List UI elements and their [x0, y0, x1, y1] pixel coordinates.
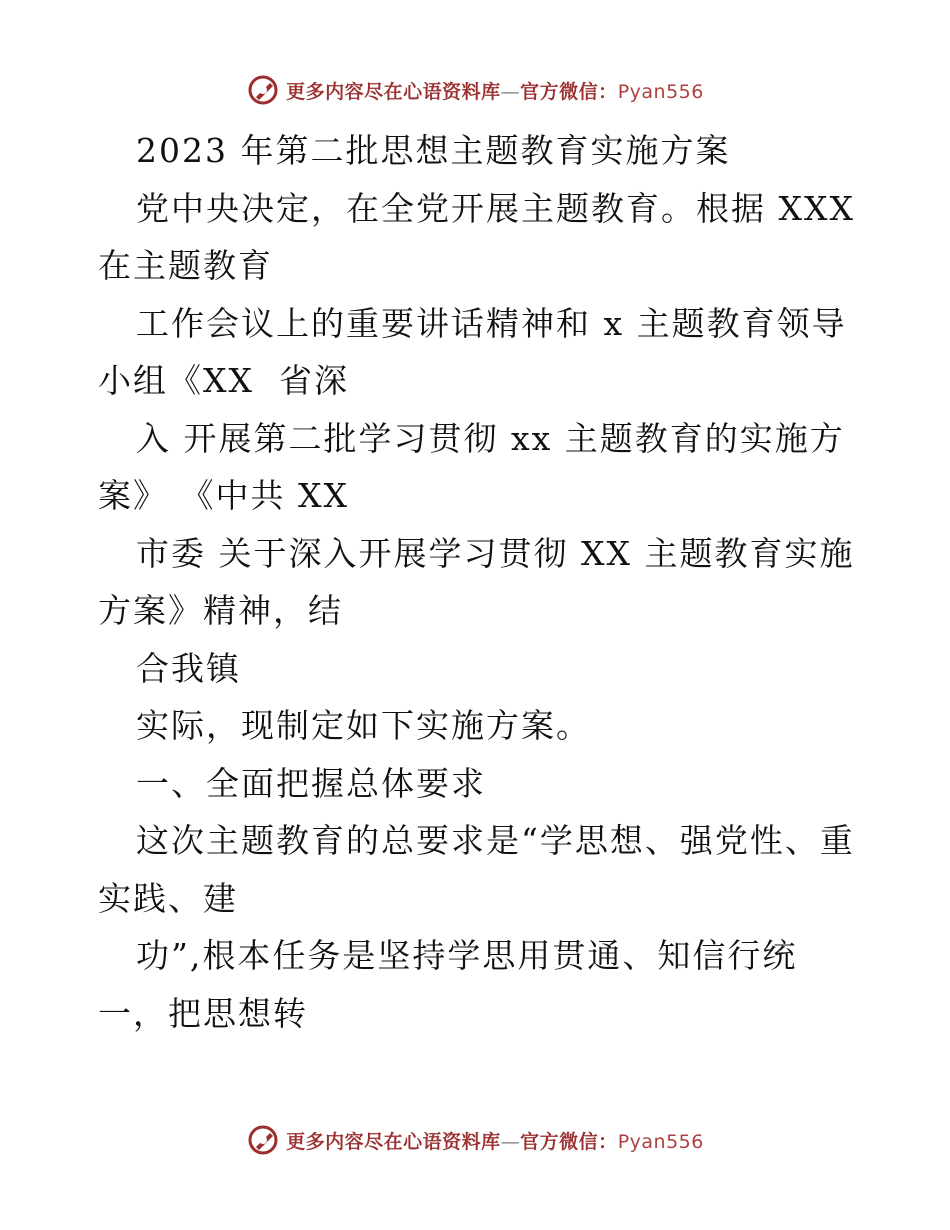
section-heading: 一、全面把握总体要求 — [136, 763, 486, 803]
footer-watermark — [0, 1122, 950, 1158]
paragraph-line: 入 开展第二批学习贯彻 xx 主题教育的实施方 — [136, 418, 845, 458]
paragraph-line: 一，把思想转 — [98, 993, 308, 1033]
paragraph-line: 功”,根本任务是坚持学思用贯通、知信行统 — [136, 936, 798, 975]
paragraph-line: 案》 《中共 XX — [98, 476, 349, 515]
watermark-label: 更多内容尽在心语资料库—官方微信：Pyan556 — [286, 80, 704, 103]
paragraph-line: 市委 关于深入开展学习贯彻 XX 主题教育实施 — [136, 533, 855, 573]
watermark-label: 更多内容尽在心语资料库—官方微信：Pyan556 — [286, 1130, 704, 1153]
paragraph-line: 方案》精神，结 — [98, 591, 343, 630]
paragraph-line: 在主题教育 — [98, 246, 273, 285]
paragraph-line: 工作会议上的重要讲话精神和 x 主题教育领导 — [136, 303, 847, 343]
paragraph-line: 这次主题教育的总要求是“学思想、强党性、重 — [136, 821, 855, 860]
paragraph-line: 合我镇 — [136, 648, 241, 688]
document-body — [98, 122, 858, 1042]
paragraph-line: 实践、建 — [98, 878, 238, 918]
document-title: 2023 年第二批思想主题教育实施方案 — [136, 131, 731, 170]
paragraph-line: 党中央决定，在全党开展主题教育。根据 XXX — [136, 188, 855, 228]
pen-logo-icon — [246, 1123, 280, 1157]
paragraph-line: 实际，现制定如下实施方案。 — [136, 706, 591, 745]
header-watermark — [0, 72, 950, 108]
paragraph-line: 小组《XX 省深 — [98, 361, 349, 400]
pen-logo-icon — [246, 73, 280, 107]
